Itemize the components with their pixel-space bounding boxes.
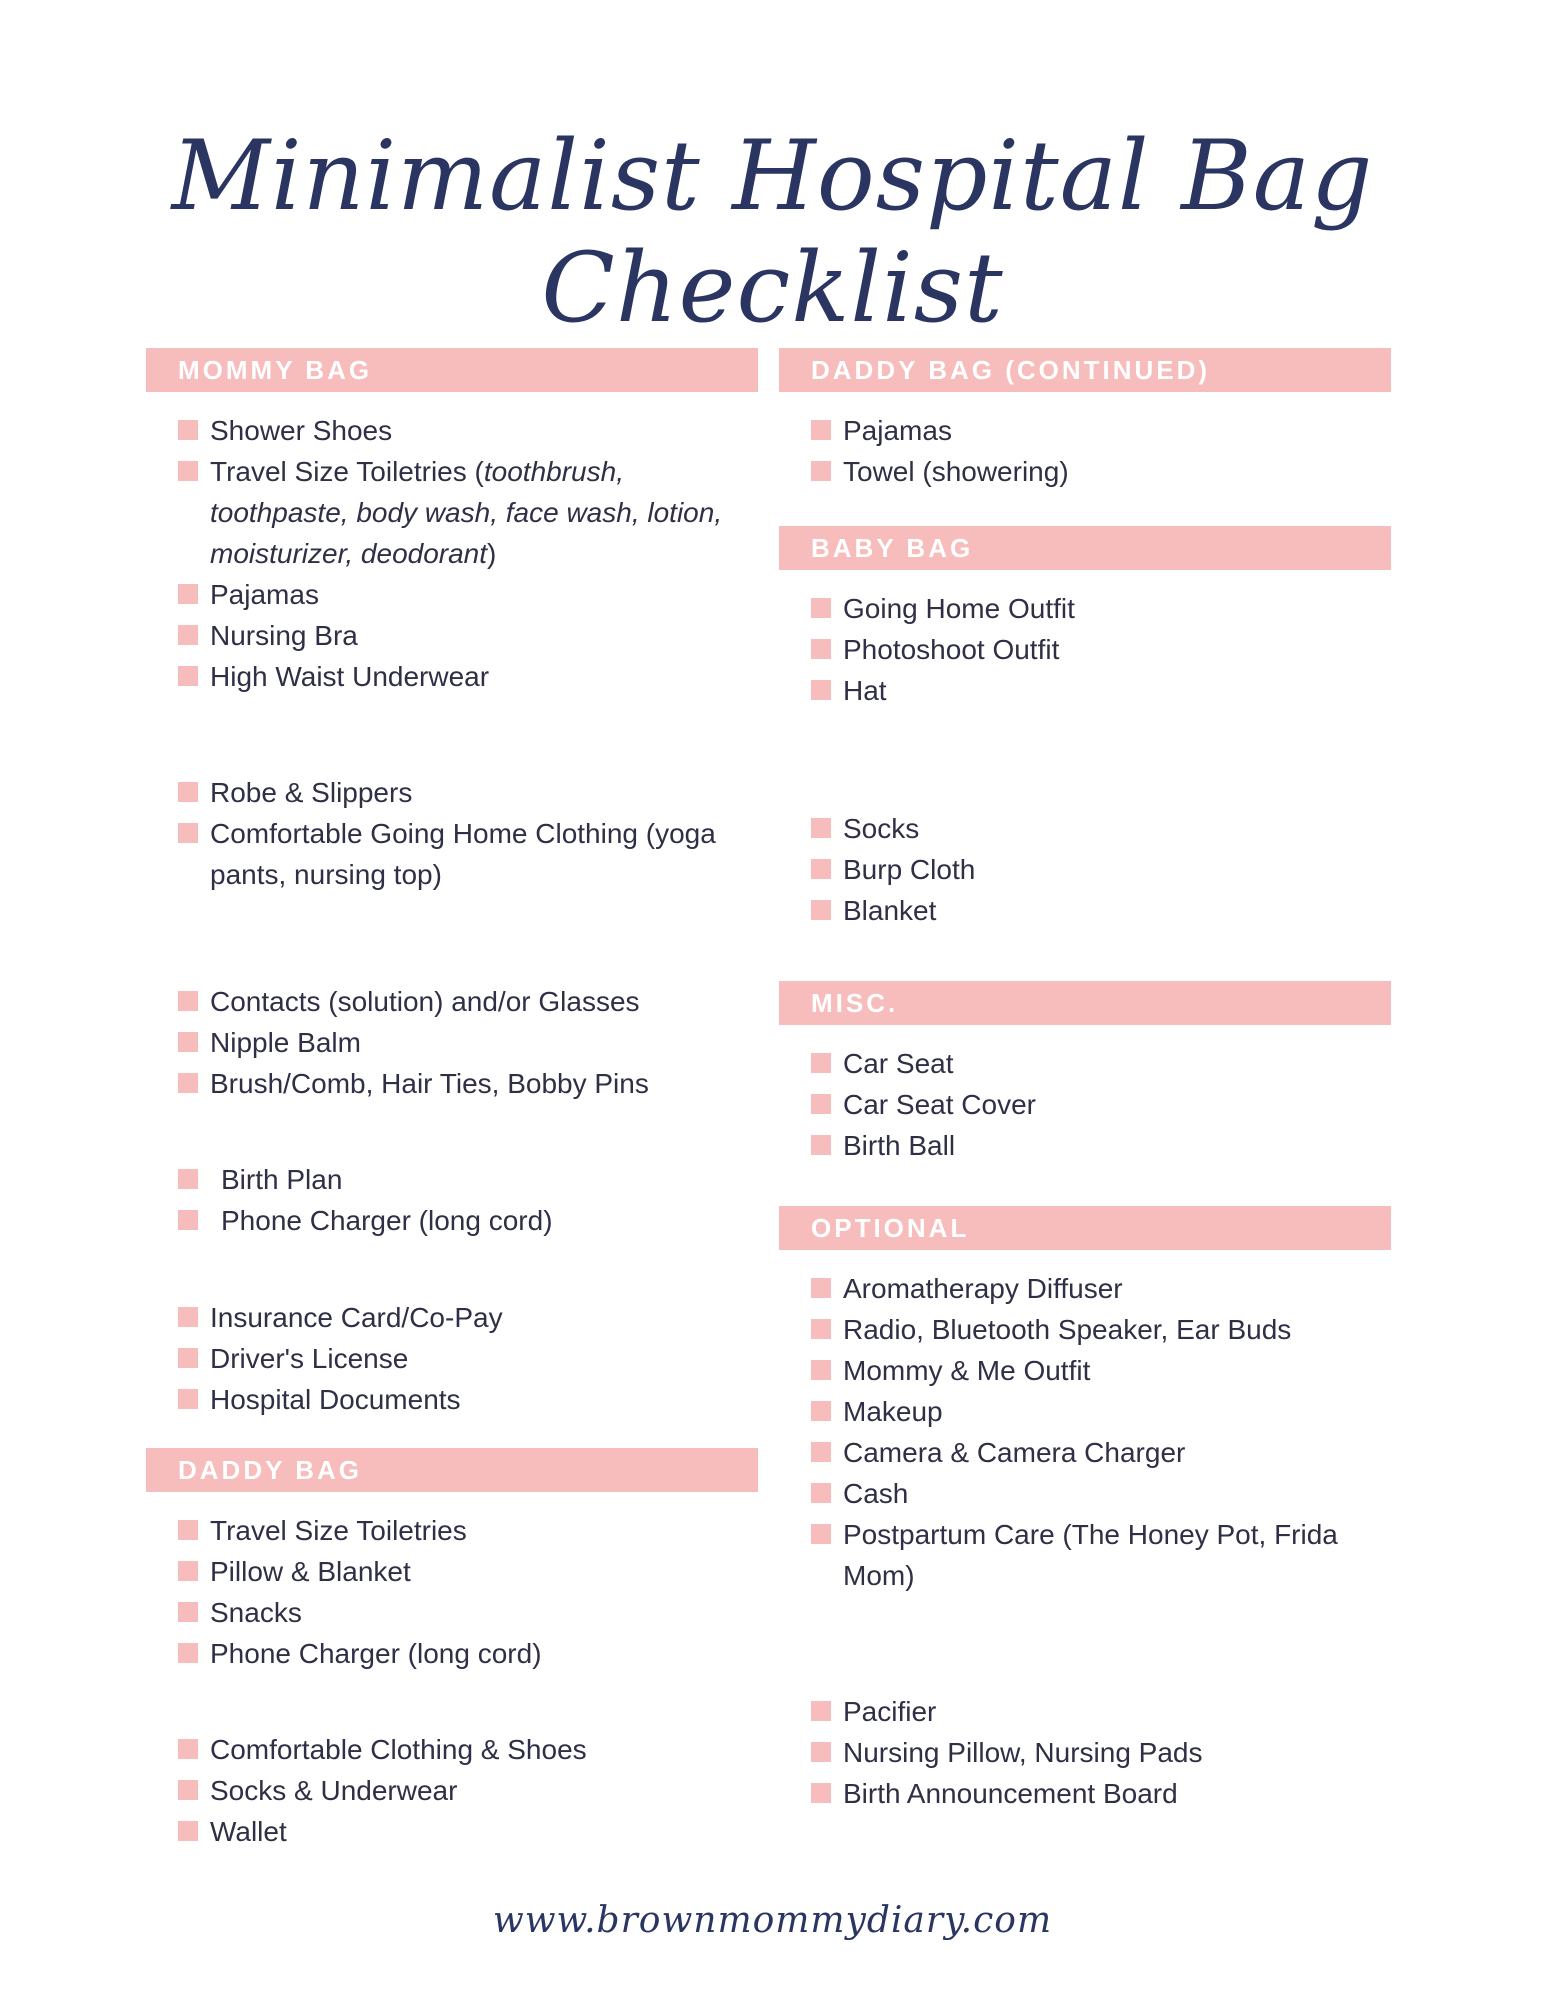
- checklist-item[interactable]: [811, 1432, 1391, 1473]
- item-label: Contacts (solution) and/or Glasses: [210, 986, 640, 1017]
- checkbox-icon[interactable]: [178, 991, 198, 1011]
- item-label: Brush/Comb, Hair Ties, Bobby Pins: [210, 1068, 649, 1099]
- checklist-item[interactable]: [178, 410, 758, 451]
- checklist-item[interactable]: [178, 1551, 758, 1592]
- mommy-bag-group-4: [178, 1159, 758, 1241]
- daddy-bag-continued-group: [811, 410, 1391, 492]
- section-heading-mommy-bag: MOMMY BAG: [146, 348, 758, 392]
- misc-group: [811, 1043, 1391, 1166]
- checklist-item[interactable]: [178, 772, 758, 813]
- footer-website: www.brownmommydiary.com: [492, 1900, 1053, 1941]
- item-label: Birth Plan: [221, 1164, 343, 1195]
- checkbox-icon[interactable]: [811, 859, 831, 879]
- checkbox-icon[interactable]: [178, 666, 198, 686]
- item-label: Comfortable Clothing & Shoes: [210, 1734, 587, 1765]
- item-label: Pajamas: [843, 415, 952, 446]
- item-label: Insurance Card/Co-Pay: [210, 1302, 503, 1333]
- mommy-bag-group-1b: [178, 574, 758, 697]
- checkbox-icon[interactable]: [811, 420, 831, 440]
- checklist-item[interactable]: [178, 1379, 758, 1420]
- checklist-item[interactable]: [811, 410, 1391, 451]
- item-label: Radio, Bluetooth Speaker, Ear Buds: [843, 1314, 1292, 1345]
- optional-group-2: [811, 1691, 1391, 1814]
- item-label: Wallet: [210, 1816, 287, 1847]
- checklist-item[interactable]: [811, 890, 1391, 931]
- checklist-item[interactable]: [178, 1159, 758, 1200]
- checkbox-icon[interactable]: [811, 1094, 831, 1114]
- item-label: Travel Size Toiletries (toothbrush, toothpaste, body wash, face wash, lotion, moisturizer, deodorant): [210, 456, 723, 569]
- item-label: Aromatherapy Diffuser: [843, 1273, 1123, 1304]
- checkbox-icon[interactable]: [178, 1520, 198, 1540]
- checklist-item[interactable]: [178, 1338, 758, 1379]
- item-label: Socks: [843, 813, 920, 844]
- item-label: Cash: [843, 1478, 909, 1509]
- checklist-item[interactable]: [811, 670, 1391, 711]
- checkbox-icon[interactable]: [811, 598, 831, 618]
- checklist-item[interactable]: [178, 1811, 758, 1852]
- checkbox-icon[interactable]: [811, 1053, 831, 1073]
- item-label: Car Seat: [843, 1048, 954, 1079]
- checklist-item[interactable]: [811, 808, 1391, 849]
- checklist-item[interactable]: [178, 981, 758, 1022]
- checklist-item[interactable]: [811, 1473, 1391, 1514]
- checklist-item[interactable]: [178, 574, 758, 615]
- daddy-bag-group-1: [178, 1510, 758, 1674]
- mommy-bag-group-1: [178, 410, 758, 574]
- item-label: Pacifier: [843, 1696, 937, 1727]
- checklist-item[interactable]: [178, 1510, 758, 1551]
- checklist-item[interactable]: [811, 1732, 1391, 1773]
- item-label: Postpartum Care (The Honey Pot, Frida Mom): [843, 1519, 1338, 1591]
- item-label: Travel Size Toiletries: [210, 1515, 467, 1546]
- checkbox-icon[interactable]: [178, 823, 198, 843]
- checklist-item[interactable]: [178, 813, 758, 895]
- checklist-item[interactable]: [178, 1633, 758, 1674]
- item-label: Phone Charger (long cord): [210, 1638, 542, 1669]
- checkbox-icon[interactable]: [811, 1483, 831, 1503]
- item-label: Snacks: [210, 1597, 302, 1628]
- checklist-item[interactable]: [811, 1084, 1391, 1125]
- item-label: Nursing Pillow, Nursing Pads: [843, 1737, 1203, 1768]
- checkbox-icon[interactable]: [811, 680, 831, 700]
- item-label: Nipple Balm: [210, 1027, 361, 1058]
- mommy-bag-group-3: [178, 981, 758, 1104]
- checklist-item[interactable]: [811, 1309, 1391, 1350]
- baby-bag-group-1: [811, 588, 1391, 711]
- checkbox-icon[interactable]: [178, 1169, 198, 1189]
- checklist-item[interactable]: [178, 656, 758, 697]
- item-label: Makeup: [843, 1396, 943, 1427]
- checkbox-icon[interactable]: [178, 1307, 198, 1327]
- checkbox-icon[interactable]: [178, 1739, 198, 1759]
- section-heading-optional: OPTIONAL: [779, 1206, 1391, 1250]
- checkbox-icon[interactable]: [811, 639, 831, 659]
- checkbox-icon[interactable]: [178, 1602, 198, 1622]
- item-label: Nursing Bra: [210, 620, 358, 651]
- checklist-item[interactable]: [811, 629, 1391, 670]
- item-label: Burp Cloth: [843, 854, 976, 885]
- item-label: Pajamas: [210, 579, 319, 610]
- checkbox-icon[interactable]: [811, 1701, 831, 1721]
- checklist-item[interactable]: [178, 1063, 758, 1104]
- item-label: Birth Ball: [843, 1130, 956, 1161]
- item-label: Car Seat Cover: [843, 1089, 1036, 1120]
- checkbox-icon[interactable]: [178, 1643, 198, 1663]
- checklist-item[interactable]: [178, 1592, 758, 1633]
- checklist-item[interactable]: [811, 1125, 1391, 1166]
- checkbox-icon[interactable]: [178, 1348, 198, 1368]
- checklist-item[interactable]: [811, 451, 1391, 492]
- checkbox-icon[interactable]: [178, 420, 198, 440]
- checkbox-icon[interactable]: [811, 900, 831, 920]
- checklist-item[interactable]: [178, 1729, 758, 1770]
- checkbox-icon[interactable]: [811, 818, 831, 838]
- item-label: Hospital Documents: [210, 1384, 461, 1415]
- item-label: Shower Shoes: [210, 415, 393, 446]
- optional-group-1: [811, 1268, 1391, 1596]
- checklist-item[interactable]: [811, 1043, 1391, 1084]
- checkbox-icon[interactable]: [811, 1783, 831, 1803]
- item-label: Comfortable Going Home Clothing (yoga pants, nursing top): [210, 818, 716, 890]
- checklist-item[interactable]: [178, 1200, 758, 1241]
- checkbox-icon[interactable]: [811, 1524, 831, 1544]
- right-column: [779, 348, 1391, 1814]
- checkbox-icon[interactable]: [811, 1742, 831, 1762]
- checkbox-icon[interactable]: [178, 1561, 198, 1581]
- checkbox-icon[interactable]: [178, 1073, 198, 1093]
- daddy-bag-group-2: [178, 1729, 758, 1852]
- checkbox-icon[interactable]: [811, 1278, 831, 1298]
- checkbox-icon[interactable]: [811, 1442, 831, 1462]
- item-label: Driver's License: [210, 1343, 409, 1374]
- checkbox-icon[interactable]: [811, 1360, 831, 1380]
- checklist-item[interactable]: [811, 1691, 1391, 1732]
- item-label: Socks & Underwear: [210, 1775, 458, 1806]
- item-label: Camera & Camera Charger: [843, 1437, 1186, 1468]
- item-label: Phone Charger (long cord): [221, 1205, 553, 1236]
- left-column: [146, 348, 758, 1852]
- item-label: Pillow & Blanket: [210, 1556, 411, 1587]
- checklist-item[interactable]: [811, 1391, 1391, 1432]
- item-label: Robe & Slippers: [210, 777, 413, 808]
- checklist-item[interactable]: [811, 588, 1391, 629]
- section-heading-daddy-bag: DADDY BAG: [146, 1448, 758, 1492]
- checkbox-icon[interactable]: [811, 1319, 831, 1339]
- checkbox-icon[interactable]: [178, 625, 198, 645]
- item-label-detail: toothbrush, toothpaste, body wash, face wash, lotion, moisturizer, deodorant: [210, 456, 723, 569]
- item-label: Birth Announcement Board: [843, 1778, 1178, 1809]
- checkbox-icon[interactable]: [811, 1135, 831, 1155]
- checkbox-icon[interactable]: [178, 1210, 198, 1230]
- checklist-item[interactable]: [811, 1350, 1391, 1391]
- section-heading-misc: MISC.: [779, 981, 1391, 1025]
- section-heading-baby-bag: BABY BAG: [779, 526, 1391, 570]
- checkbox-icon[interactable]: [178, 461, 198, 481]
- mommy-bag-group-2: [178, 772, 758, 895]
- checklist-item[interactable]: [178, 451, 758, 574]
- item-label: High Waist Underwear: [210, 661, 490, 692]
- checklist-item[interactable]: [178, 1770, 758, 1811]
- page-title: Minimalist Hospital Bag Checklist: [171, 120, 1374, 344]
- item-label: Blanket: [843, 895, 937, 926]
- checkbox-icon[interactable]: [178, 584, 198, 604]
- checklist-item[interactable]: [811, 1268, 1391, 1309]
- checklist-item[interactable]: [178, 1022, 758, 1063]
- item-label: Hat: [843, 675, 887, 706]
- item-label: Going Home Outfit: [843, 593, 1075, 624]
- checkbox-icon[interactable]: [178, 782, 198, 802]
- item-label: Photoshoot Outfit: [843, 634, 1060, 665]
- checkbox-icon[interactable]: [178, 1389, 198, 1409]
- section-heading-daddy-bag-continued: DADDY BAG (CONTINUED): [779, 348, 1391, 392]
- checkbox-icon[interactable]: [178, 1780, 198, 1800]
- checklist-item[interactable]: [811, 1773, 1391, 1814]
- baby-bag-group-2: [811, 808, 1391, 931]
- checklist-item[interactable]: [178, 1297, 758, 1338]
- checkbox-icon[interactable]: [811, 1401, 831, 1421]
- checklist-item[interactable]: [178, 615, 758, 656]
- checklist-item[interactable]: [811, 849, 1391, 890]
- checkbox-icon[interactable]: [178, 1821, 198, 1841]
- checkbox-icon[interactable]: [811, 461, 831, 481]
- checkbox-icon[interactable]: [178, 1032, 198, 1052]
- checklist-item[interactable]: [811, 1514, 1391, 1596]
- item-label: Towel (showering): [843, 456, 1069, 487]
- item-label: Mommy & Me Outfit: [843, 1355, 1091, 1386]
- mommy-bag-group-5: [178, 1297, 758, 1420]
